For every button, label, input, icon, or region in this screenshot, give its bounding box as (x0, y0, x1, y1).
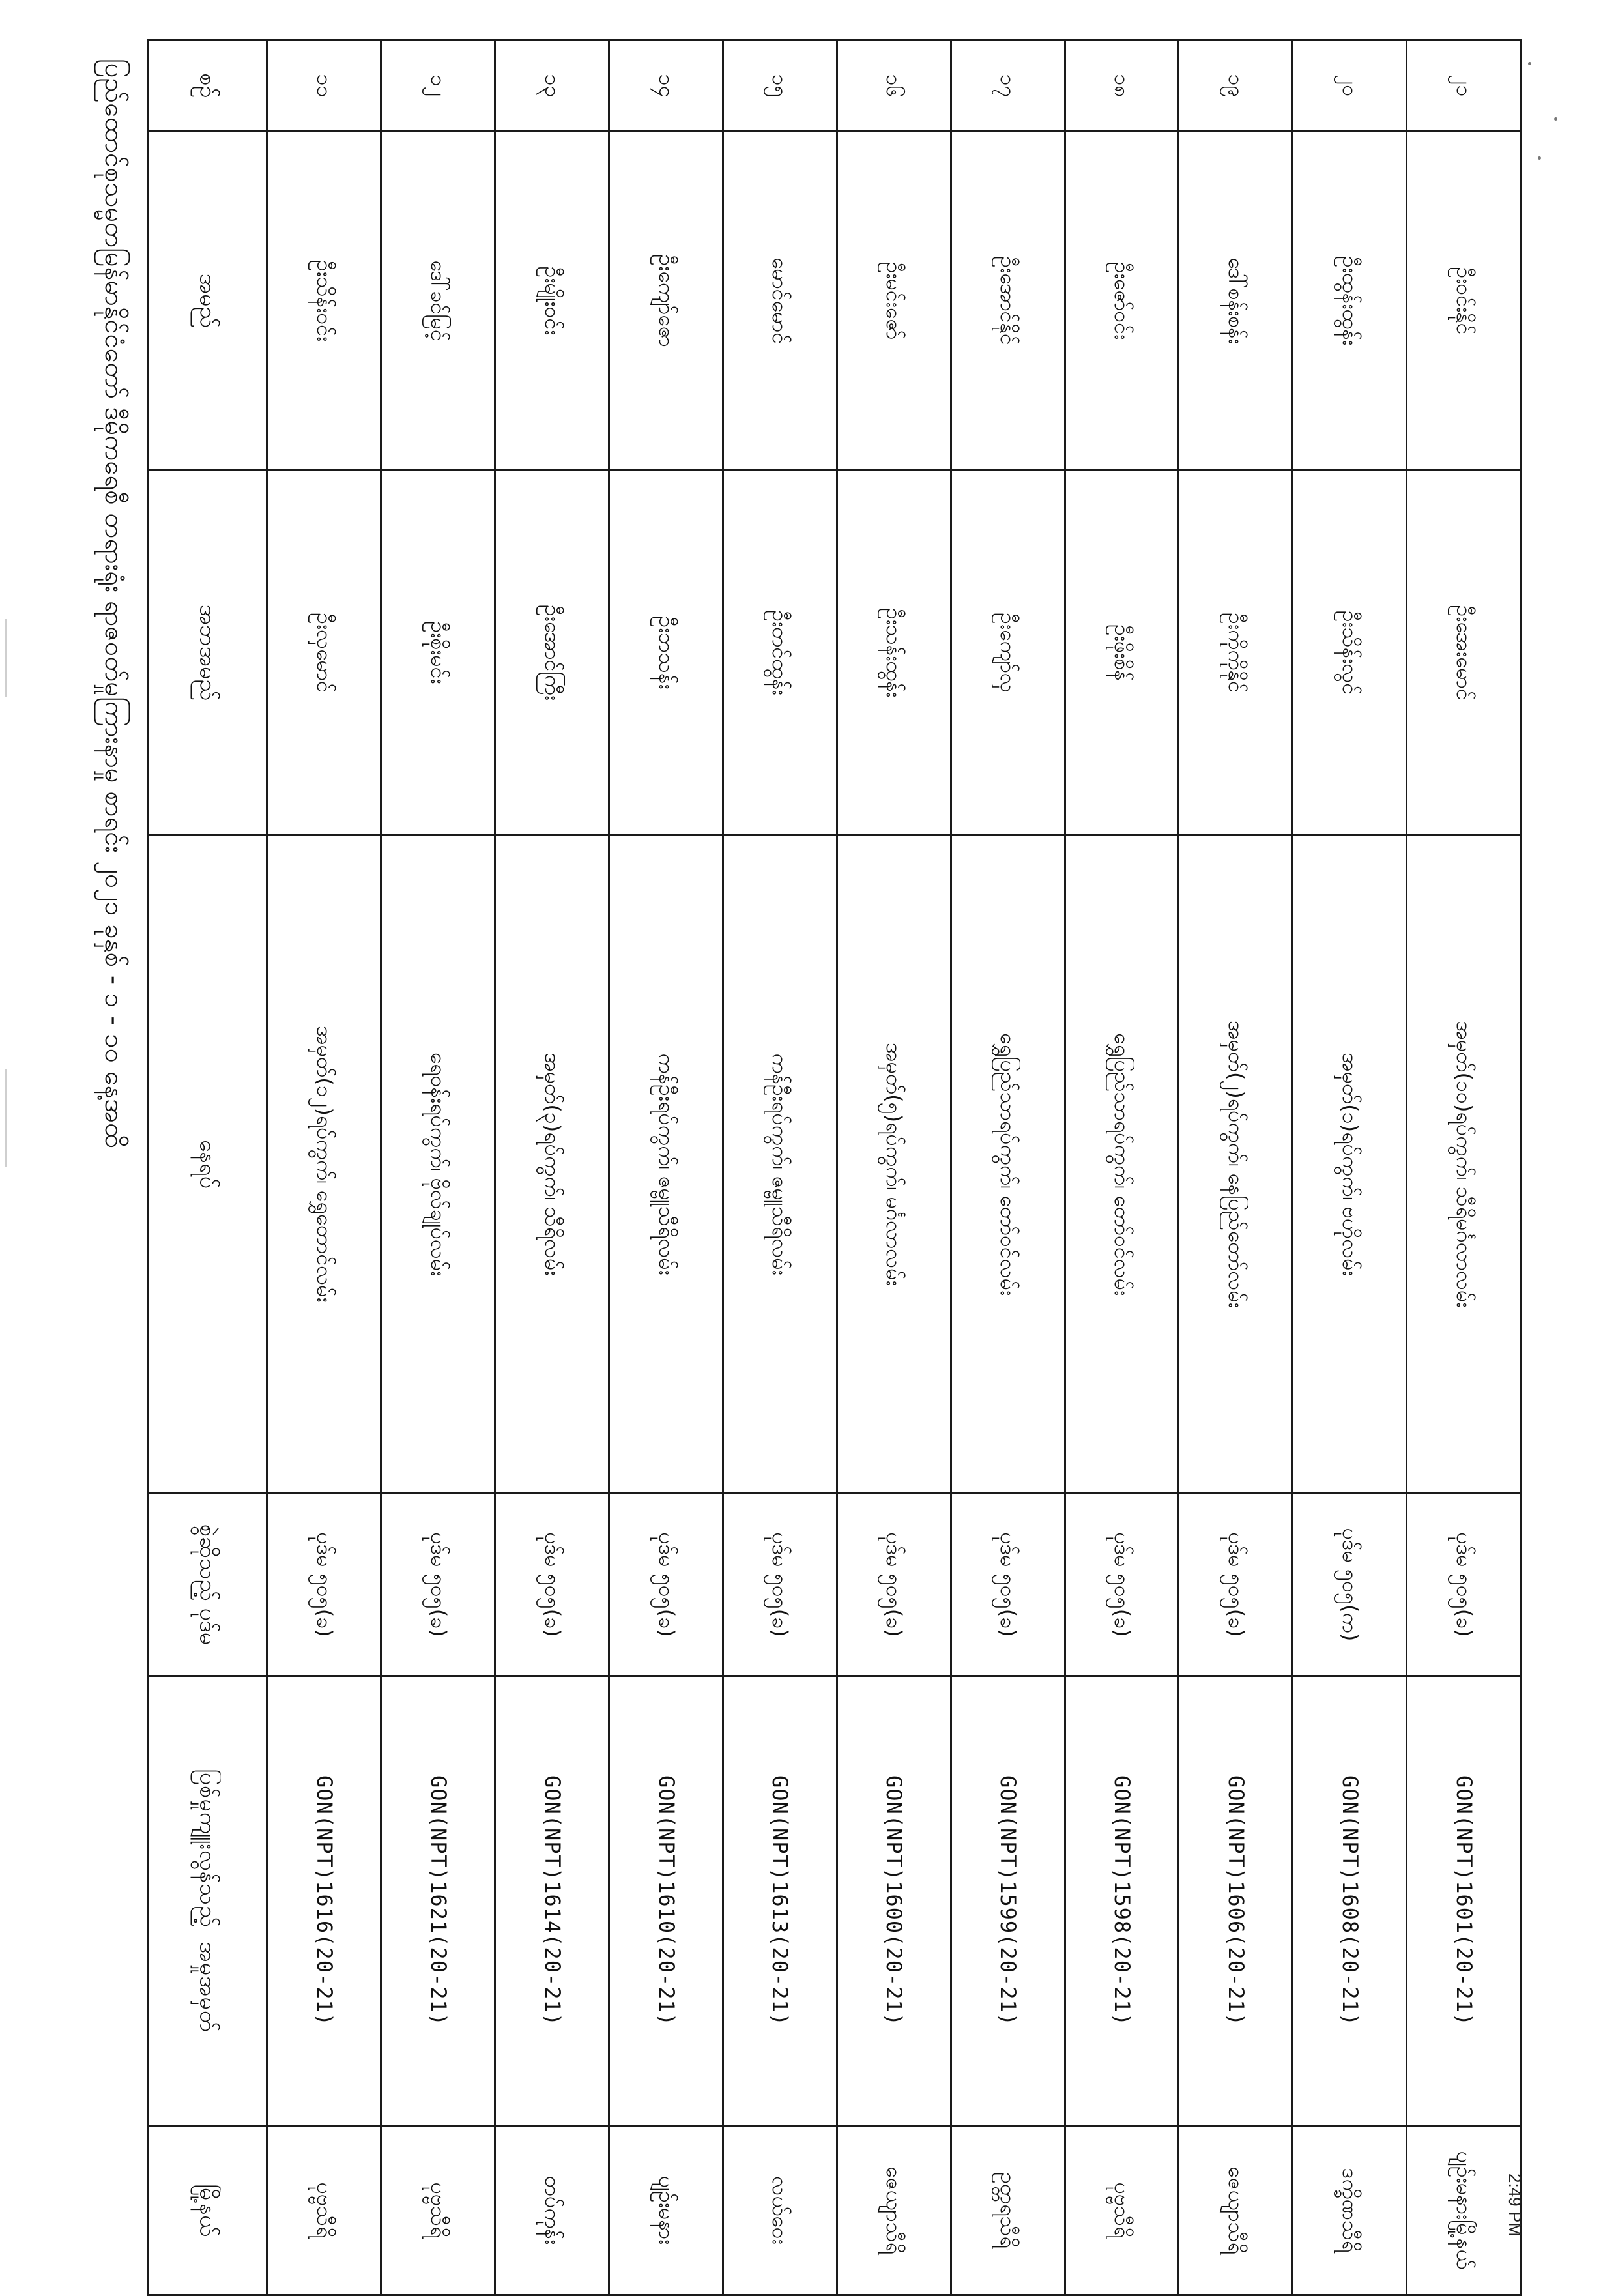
charge-section-cell: ပုဒ်မ ၅၀၅(ခ) (1065, 1494, 1179, 1676)
father-name-cell: ဦးသန်းထွန်း (837, 471, 951, 836)
father-name-cell: ဦးလှမောင် (267, 471, 381, 836)
case-number-cell: GON(NPT)1621(20-21) (381, 1676, 495, 2126)
father-name-cell: ဦးကျော်လှ (951, 471, 1065, 836)
address-cell: အမှတ်(၁၀)ရပ်ကွက်၊ သီရိမင်္ဂလာလမ်း (1407, 836, 1521, 1494)
person-name-cell: ဦးမျိုးဝင်း (495, 132, 609, 471)
charge-section-cell: ပုဒ်မ ၅၀၅(ခ) (267, 1494, 381, 1676)
row-number-cell: ၁၈ (1065, 40, 1179, 132)
scan-speck (1554, 117, 1557, 121)
township-cell: ဇေယျာသီရိ (1179, 2126, 1293, 2295)
township-cell: ဇေယျာသီရိ (837, 2126, 951, 2295)
township-cell: ပုဗ္ဗသီရိ (1065, 2126, 1179, 2295)
row-number-cell: ၁၉ (1179, 40, 1293, 132)
table-row (381, 40, 495, 2295)
row-number-header: စဉ် (148, 40, 267, 132)
township-cell: ပုဗ္ဗသီရိ (381, 2126, 495, 2295)
father-name-cell: ဦးအေးမောင် (1407, 471, 1521, 836)
case-number-header: ပြစ်မှုကျူးလွန်သည့် အမှုအမှတ် (148, 1676, 267, 2126)
township-cell: ပုဗ္ဗသီရိ (267, 2126, 381, 2295)
charge-section-cell: ပုဒ်မ ၅၀၅(က) (1293, 1494, 1407, 1676)
table-row (837, 40, 951, 2295)
table-row (951, 40, 1065, 2295)
row-number-cell: ၁၇ (951, 40, 1065, 132)
charge-section-cell: ပုဒ်မ ၅၀၅(ခ) (837, 1494, 951, 1676)
table-row (1179, 40, 1293, 2295)
father-name-cell: ဦးတင်ထွန်း (723, 471, 837, 836)
records-table (147, 39, 1522, 2296)
father-name-cell: ဦးစိုးမင်း (381, 471, 495, 836)
table-row (1407, 40, 1521, 2295)
charge-section-cell: ပုဒ်မ ၅၀၅(ခ) (495, 1494, 609, 1676)
case-number-cell: GON(NPT)1598(20-21) (1065, 1676, 1179, 2126)
father-name-header: အဘအမည် (148, 471, 267, 836)
person-name-cell: ဦးကျော်ဇော (609, 132, 723, 471)
address-header: နေရပ် (148, 836, 267, 1494)
person-name-header: အမည် (148, 132, 267, 471)
charge-section-cell: ပုဒ်မ ၅၀၅(ခ) (1179, 1494, 1293, 1676)
address-cell: အမှတ်(၃)ရပ်ကွက်၊ သီရိလမ်း (495, 836, 609, 1494)
person-name-cell: ဦးအောင်နိုင် (951, 132, 1065, 471)
address-cell: အမှတ်(၂)ရပ်ကွက်၊ နေပြည်တော်လမ်း (1179, 836, 1293, 1494)
row-number-cell: ၁၆ (837, 40, 951, 132)
address-cell: ကန်ဦးရပ်ကွက်၊ ဇမ္ဗူသီရိလမ်း (609, 836, 723, 1494)
township-cell: လယ်ဝေး (723, 2126, 837, 2295)
address-cell: အမှတ်(၅)ရပ်ကွက်၊ မင်္ဂလာလမ်း (837, 836, 951, 1494)
person-name-cell: ဦးမင်းဇော် (837, 132, 951, 471)
address-cell: အမှတ်(၁)ရပ်ကွက်၊ ဗဟိုလမ်း (1293, 836, 1407, 1494)
address-cell: ရွှေပြည်သာရပ်ကွက်၊ တော်ဝင်လမ်း (951, 836, 1065, 1494)
row-number-cell: ၂၁ (1407, 40, 1521, 132)
charge-section-header: စွဲဆိုသည့် ပုဒ်မ (148, 1494, 267, 1676)
address-cell: ကန်ဦးရပ်ကွက်၊ ဇမ္ဗူသီရိလမ်း (723, 836, 837, 1494)
table-row (1065, 40, 1179, 2295)
township-cell: ဥတ္တရသီရိ (951, 2126, 1065, 2295)
father-name-cell: ဦးဘသန်း (609, 471, 723, 836)
table-row (723, 40, 837, 2295)
row-number-cell: ၁၃ (495, 40, 609, 132)
scan-gutter-line (5, 619, 7, 697)
scan-gutter-line (5, 1069, 7, 1167)
address-cell: အမှတ်(၁၂)ရပ်ကွက်၊ ရွှေတောင်လမ်း (267, 836, 381, 1494)
table-row (267, 40, 381, 2295)
address-cell: ရွှေပြည်သာရပ်ကွက်၊ တော်ဝင်လမ်း (1065, 836, 1179, 1494)
row-number-cell: ၁၁ (267, 40, 381, 132)
row-number-cell: ၁၅ (723, 40, 837, 132)
table-row (495, 40, 609, 2295)
row-number-cell: ၁၂ (381, 40, 495, 132)
charge-section-cell: ပုဒ်မ ၅၀၅(ခ) (723, 1494, 837, 1676)
father-name-cell: ဦးကိုကိုနိုင် (1179, 471, 1293, 836)
person-name-cell: ဦးဝင်းနိုင် (1407, 132, 1521, 471)
township-header: မြို့နယ် (148, 2126, 267, 2295)
case-number-cell: GON(NPT)1613(20-21) (723, 1676, 837, 2126)
case-number-cell: GON(NPT)1601(20-21) (1407, 1676, 1521, 2126)
charge-section-cell: ပုဒ်မ ၅၀၅(ခ) (1407, 1494, 1521, 1676)
township-cell: ဒက္ခိဏသီရိ (1293, 2126, 1407, 2295)
person-name-cell: ဦးထွန်းထွန်း (1293, 132, 1407, 471)
row-number-cell: ၁၄ (609, 40, 723, 132)
row-number-cell: ၂၀ (1293, 40, 1407, 132)
page-stamp: 2:49 PM (1505, 2173, 1525, 2237)
address-cell: ရေဝန်းရပ်ကွက်၊ ဗိုလ်ချုပ်လမ်း (381, 836, 495, 1494)
person-name-cell: ဦးသိန်းဝင်း (267, 132, 381, 471)
father-name-cell: ဦးအောင်ကြီး (495, 471, 609, 836)
table-header-row (148, 40, 267, 2295)
person-name-cell: ဒေါ်စန်းစန်း (1179, 132, 1293, 471)
charge-section-cell: ပုဒ်မ ၅၀၅(ခ) (609, 1494, 723, 1676)
case-number-cell: GON(NPT)1616(20-21) (267, 1676, 381, 2126)
person-name-cell: ဦးဇော်ဝင်း (1065, 132, 1179, 471)
document-title: ပြည်ထောင်စုသမ္မတမြန်မာနိုင်ငံတော် ဒီမိုကရေစီ တရားရုံး ရာဇဝတ်မှုကြားနာမှု စာရင်း ၂၀၂၁ ခုနှစ် - ၁ - ၁၀ နေ့အထိ (99, 59, 129, 1148)
person-name-cell: ဒေါ်ခင်မြင့် (381, 132, 495, 471)
person-name-cell: မောင်မောင် (723, 132, 837, 471)
case-number-cell: GON(NPT)1600(20-21) (837, 1676, 951, 2126)
case-number-cell: GON(NPT)1614(20-21) (495, 1676, 609, 2126)
case-number-cell: GON(NPT)1599(20-21) (951, 1676, 1065, 2126)
township-cell: ပျဉ်းမနား (609, 2126, 723, 2295)
case-number-cell: GON(NPT)1606(20-21) (1179, 1676, 1293, 2126)
table-row (609, 40, 723, 2295)
township-cell: တပ်ကုန်း (495, 2126, 609, 2295)
case-number-cell: GON(NPT)1610(20-21) (609, 1676, 723, 2126)
township-cell: ပျဉ်းမနားမြို့နယ် (1407, 2126, 1521, 2295)
charge-section-cell: ပုဒ်မ ၅၀၅(ခ) (951, 1494, 1065, 1676)
case-number-cell: GON(NPT)1608(20-21) (1293, 1676, 1407, 2126)
table-row (1293, 40, 1407, 2295)
scan-speck (1528, 62, 1531, 65)
father-name-cell: ဦးဖိုးစိန် (1065, 471, 1179, 836)
father-name-cell: ဦးသိန်းလွင် (1293, 471, 1407, 836)
charge-section-cell: ပုဒ်မ ၅၀၅(ခ) (381, 1494, 495, 1676)
scan-speck (1538, 156, 1541, 160)
